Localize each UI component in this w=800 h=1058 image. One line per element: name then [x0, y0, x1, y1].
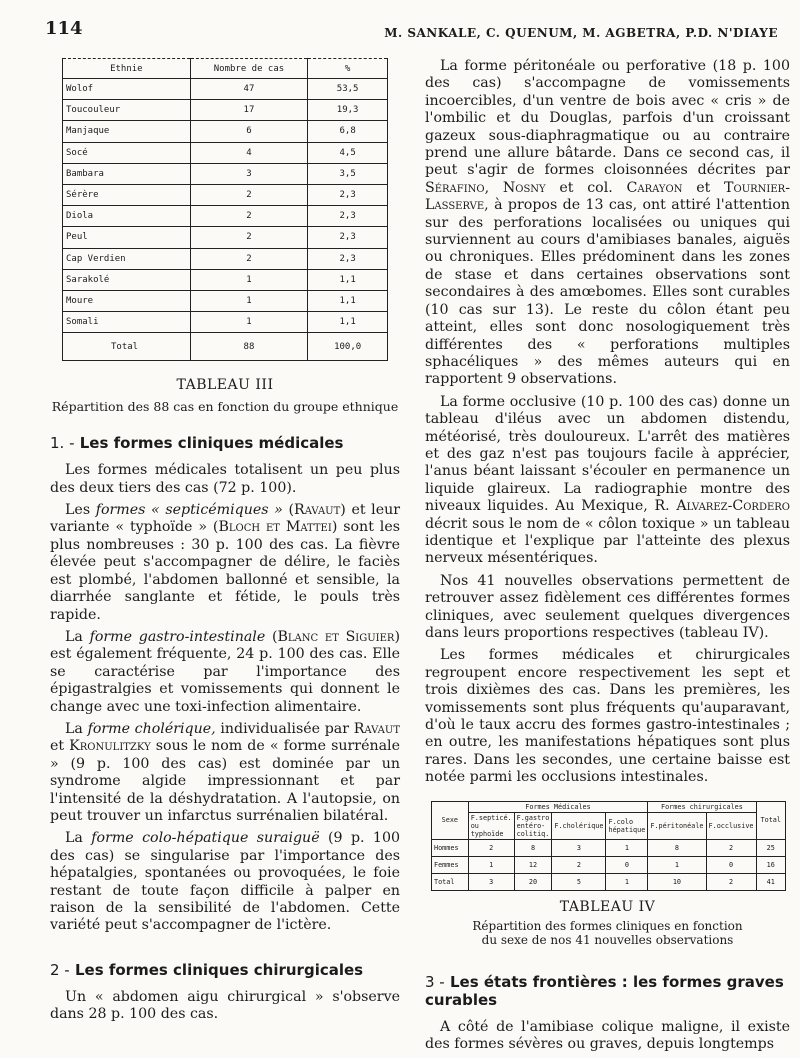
table-4-group-row — [432, 801, 786, 812]
table-cell: 6 — [190, 121, 308, 142]
table-3-caption: Répartition des 88 cas en fonction du groupe ethnique — [51, 399, 399, 415]
table-4-subheader: F.colo hépatique — [606, 812, 648, 839]
table-row — [432, 839, 786, 856]
table-cell: 8 — [514, 839, 552, 856]
paragraph: Nos 41 nouvelles observations permettent de retrouver assez fidèlement ces différentes formes cliniques, avec seulement quelques divergences dans leurs proportions respectives (tableau IV). — [425, 572, 790, 641]
paragraph: La forme cholérique, individualisée par Ravaut et Kronulitzky sous le nom de « forme surrénale » (9 p. 100 des cas) est dominée par un syndrome algide impressionnant et par l'intensité de la déshydratation. A l'autopsie, on peut trouver un infarctus surrénalien bilatéral. — [50, 720, 400, 824]
table-cell: 2 — [190, 248, 308, 269]
paragraph: La forme colo-hépatique suraiguë (9 p. 100 des cas) se singularise par l'importance des hépatalgies, spontanées ou provoquées, le foie restant de toute façon difficile à palper en raison de la sensibilité de l'abdomen. Cette variété peut s'accompagner de l'ictère. — [50, 830, 401, 934]
table-cell: Wolof — [63, 79, 191, 100]
table-cell: 2 — [190, 184, 308, 205]
section-2-title: Les formes cliniques chirurgicales — [74, 960, 364, 979]
section-1-title: Les formes cliniques médicales — [79, 434, 344, 453]
table-cell: Femmes — [432, 856, 469, 873]
table-cell: 3,5 — [308, 163, 388, 184]
table-cell: 1 — [468, 856, 514, 873]
table-4-header-total: Total — [756, 801, 785, 839]
table-cell: Total — [63, 333, 191, 361]
table-row — [63, 184, 388, 205]
section-3-number: 3 - — [425, 972, 445, 991]
table-cell: Sérère — [63, 184, 191, 205]
table-cell: 16 — [756, 856, 785, 873]
paragraph: La forme occlusive (10 p. 100 des cas) donne un tableau d'iléus avec un abdomen distendu, météorisé, très douloureux. L'arrêt des matières et des gaz n'est pas toujours facile à apprécier, l'anus béant laissant s'écouler en permanence un liquide glaireux. La radiographie montre des niveaux liquides. Au Mexique, R. Alvarez-Cordero décrit sous le nom de « côlon toxique » un tableau identique et l'explique par l'atteinte des plexus nerveux mésentériques. — [425, 393, 790, 567]
table-cell: 2,3 — [308, 248, 388, 269]
table-cell: 1,1 — [308, 312, 388, 333]
table-row — [63, 227, 388, 248]
table-cell: 3 — [468, 873, 514, 890]
table-4-group-chir: Formes chirurgicales — [648, 801, 756, 812]
table-cell: Hommes — [432, 839, 469, 856]
table-cell: 1 — [606, 873, 648, 890]
table-4-subheader: F.cholérique — [552, 812, 606, 839]
table-cell: 2,3 — [308, 206, 388, 227]
table-cell: 2 — [706, 839, 756, 856]
paragraph: Les formes médicales totalisent un peu plus des deux tiers des cas (72 p. 100). — [50, 462, 400, 496]
table-cell: 2 — [552, 856, 606, 873]
table-row — [63, 79, 388, 100]
table-row — [63, 142, 388, 163]
table-row — [432, 856, 786, 873]
table-cell: 17 — [190, 100, 308, 121]
table-cell: 1,1 — [308, 290, 388, 311]
table-cell: Peul — [63, 227, 191, 248]
page-number: 114 — [45, 18, 83, 39]
table-row — [63, 248, 388, 269]
table-cell: Total — [432, 873, 469, 890]
table-row — [63, 100, 388, 121]
table-cell: 2 — [190, 206, 308, 227]
table-3 — [62, 58, 388, 361]
table-row — [63, 163, 388, 184]
table-cell: Socé — [63, 142, 191, 163]
table-cell: 4 — [190, 142, 308, 163]
table-cell: 1 — [606, 839, 648, 856]
table-3-header-nombre: Nombre de cas — [190, 59, 308, 79]
table-cell: Manjaque — [63, 121, 191, 142]
table-cell: 10 — [648, 873, 706, 890]
table-cell: 25 — [756, 839, 785, 856]
page-header — [45, 18, 778, 44]
table-cell: 41 — [756, 873, 785, 890]
table-4-header-sexe: Sexe — [432, 801, 469, 839]
table-cell: 53,5 — [308, 79, 388, 100]
section-1-number: 1. - — [50, 434, 75, 453]
paragraph: La forme péritonéale ou perforative (18 p. 100 des cas) s'accompagne de vomissements incoercibles, d'un ventre de bois avec « cris » de l'ombilic et du Douglas, parfois d'un croissant gazeux sous-diaphragmatique ou au contraire prend une allure bâtarde. Dans ce second cas, il peut s'agir de formes cloisonnées décrites par Sérafino, Nosny et col. Carayon et Tournier-Lasserve, à propos de 13 cas, ont attiré l'attention sur des perforations localisées ou uniques qui surviennent au cours d'amibiases banales, aiguës ou chroniques. Elles prédominent dans les zones de stase et dans certaines observations sont secondaires à des amœbomes. Elles sont curables (10 cas sur 13). Le reste du côlon étant peu atteint, elles sont donc nosologiquement très différentes des « perforations multiples sphacéliques » des mêmes auteurs qui en rapportent 9 observations. — [425, 58, 790, 388]
section-2-heading — [50, 961, 400, 979]
table-row — [63, 121, 388, 142]
table-3-header-percent: % — [308, 59, 388, 79]
section-2-number: 2 - — [50, 960, 70, 979]
table-cell: 0 — [606, 856, 648, 873]
table-3-header-row — [63, 59, 388, 79]
table-cell: 19,3 — [308, 100, 388, 121]
table-4-caption-title: TABLEAU IV — [559, 898, 656, 915]
table-cell: 1 — [190, 312, 308, 333]
table-cell: 2 — [190, 227, 308, 248]
table-cell: 2,3 — [308, 184, 388, 205]
table-4-subheader: F.péritonéale — [648, 812, 706, 839]
table-cell: 47 — [190, 79, 308, 100]
table-cell: 1 — [190, 290, 308, 311]
table-cell: 8 — [648, 839, 706, 856]
table-4-subheader: F.septicé. ou typhoïde — [468, 812, 514, 839]
right-column — [425, 58, 790, 1058]
table-cell: Diola — [63, 206, 191, 227]
table-4-subheader: F.occlusive — [706, 812, 756, 839]
table-row — [63, 269, 388, 290]
paragraph: Un « abdomen aigu chirurgical » s'observe dans 28 p. 100 des cas. — [50, 988, 400, 1023]
table-row — [63, 290, 388, 311]
table-cell: Somali — [63, 312, 191, 333]
table-4-subheader: F.gastro entéro-colitiq. — [514, 812, 552, 839]
table-4 — [431, 801, 786, 891]
table-cell: 5 — [552, 873, 606, 890]
table-cell: 2 — [468, 839, 514, 856]
table-cell: 4,5 — [308, 142, 388, 163]
table-4-caption: Répartition des formes cliniques en fonction du sexe de nos 41 nouvelles observations — [472, 918, 743, 947]
table-cell: Sarakolé — [63, 269, 191, 290]
paragraph: Les formes « septicémiques » (Ravaut) et leur variante « typhoïde » (Bloch et Mattei) sont les plus nombreuses : 30 p. 100 des cas. La fièvre élevée peut s'accompagner de délire, le faciès est plombé, l'abdomen ballonné et sensible, la diarrhée sanglante et fétide, le pouls très rapide. — [50, 502, 401, 623]
paragraph: A côté de l'amibiase colique maligne, il existe des formes sévères ou graves, depuis longtemps — [425, 1018, 790, 1053]
table-3-caption-title: TABLEAU III — [176, 377, 274, 394]
table-cell: 2 — [706, 873, 756, 890]
section-3-title: Les états frontières : les formes graves curables — [425, 972, 784, 1009]
paragraph: La forme gastro-intestinale (Blanc et Siguier) est également fréquente, 24 p. 100 des cas. Elle se caractérise par l'importance des épigastralgies et vomissements qui donnent le change avec une toxi-infection alimentaire. — [50, 628, 400, 715]
table-cell: Cap Verdien — [63, 248, 191, 269]
section-3-heading — [425, 973, 790, 1009]
running-header-authors: M. SANKALE, C. QUENUM, M. AGBETRA, P.D. N'DIAYE — [384, 26, 778, 40]
section-1-heading — [50, 434, 400, 452]
table-cell: 12 — [514, 856, 552, 873]
table-cell: 20 — [514, 873, 552, 890]
paragraph: Les formes médicales et chirurgicales regroupent encore respectivement les sept et trois dixièmes des cas. Dans les premières, les vomissements sont plus fréquents qu'auparavant, d'où le taux accru des formes gastro-intestinales ; en outre, les manifestations hépatiques sont plus rares. Dans les secondes, une certaine baisse est notée parmi les occlusions intestinales. — [425, 647, 790, 786]
table-cell: 1 — [648, 856, 706, 873]
table-cell: Moure — [63, 290, 191, 311]
table-cell: 3 — [190, 163, 308, 184]
table-cell: 0 — [706, 856, 756, 873]
table-row — [63, 312, 388, 333]
table-cell: 88 — [190, 333, 308, 361]
table-3-header-ethnie: Ethnie — [63, 59, 191, 79]
table-cell: 6,8 — [308, 121, 388, 142]
table-cell: 100,0 — [308, 333, 388, 361]
table-4-group-medical: Formes Médicales — [468, 801, 648, 812]
table-cell: Toucouleur — [63, 100, 191, 121]
left-column — [50, 58, 400, 1029]
table-3-total-row — [63, 333, 388, 361]
table-cell: 3 — [552, 839, 606, 856]
table-cell: Bambara — [63, 163, 191, 184]
table-cell: 1 — [190, 269, 308, 290]
table-row — [63, 206, 388, 227]
table-4-subheader-row — [432, 812, 786, 839]
table-cell: 1,1 — [308, 269, 388, 290]
table-cell: 2,3 — [308, 227, 388, 248]
table-row — [432, 873, 786, 890]
